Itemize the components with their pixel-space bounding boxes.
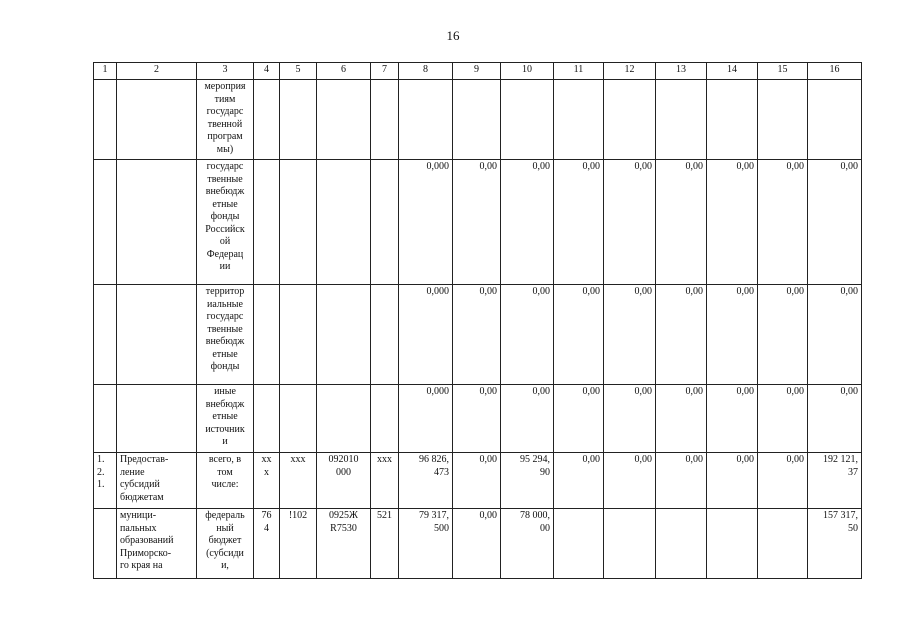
value-cell: 157 317, 50 xyxy=(808,509,862,579)
value-cell: 0,00 xyxy=(656,385,707,453)
column-header: 8 xyxy=(399,63,453,80)
row-title-cell: муници- пальных образований Приморско- го края на xyxy=(117,509,197,579)
value-cell: 0,00 xyxy=(808,160,862,285)
table-row xyxy=(94,80,862,160)
table-row xyxy=(94,385,862,453)
value-cell: 0,00 xyxy=(758,453,808,509)
value-cell: 0,000 xyxy=(399,385,453,453)
row-title-cell xyxy=(117,80,197,160)
value-cell: 79 317, 500 xyxy=(399,509,453,579)
value-cell xyxy=(604,509,656,579)
value-cell: 0,00 xyxy=(604,285,656,385)
value-cell: 0,00 xyxy=(808,385,862,453)
funding-source-cell: территор иальные государс твенные внебюдж етные фонды xyxy=(197,285,254,385)
column-header: 4 xyxy=(254,63,280,80)
table-row xyxy=(94,509,862,579)
funding-source-cell: федераль ный бюджет (субсиди и, xyxy=(197,509,254,579)
code-cell xyxy=(317,80,371,160)
code-cell: 0925Ж R7530 xyxy=(317,509,371,579)
value-cell xyxy=(707,509,758,579)
value-cell xyxy=(808,80,862,160)
code-cell: хх х xyxy=(254,453,280,509)
row-number-cell: 1. 2. 1. xyxy=(94,453,117,509)
code-cell xyxy=(280,285,317,385)
value-cell xyxy=(656,80,707,160)
table-row xyxy=(94,453,862,509)
column-header: 15 xyxy=(758,63,808,80)
value-cell: 0,000 xyxy=(399,160,453,285)
column-header: 14 xyxy=(707,63,758,80)
row-title-cell xyxy=(117,160,197,285)
code-cell xyxy=(371,80,399,160)
column-header: 6 xyxy=(317,63,371,80)
value-cell: 0,00 xyxy=(453,385,501,453)
value-cell xyxy=(758,509,808,579)
row-number-cell xyxy=(94,285,117,385)
code-cell xyxy=(254,385,280,453)
value-cell: 0,00 xyxy=(554,160,604,285)
code-cell: ххх xyxy=(371,453,399,509)
code-cell xyxy=(371,385,399,453)
value-cell xyxy=(554,509,604,579)
code-cell: 521 xyxy=(371,509,399,579)
funding-source-cell: всего, в том числе: xyxy=(197,453,254,509)
code-cell xyxy=(317,385,371,453)
value-cell: 0,00 xyxy=(808,285,862,385)
column-header: 16 xyxy=(808,63,862,80)
value-cell: 0,00 xyxy=(656,285,707,385)
value-cell: 0,00 xyxy=(707,385,758,453)
row-title-cell xyxy=(117,285,197,385)
funding-source-cell: мероприя тиям государс твенной програм мы) xyxy=(197,80,254,160)
column-header: 5 xyxy=(280,63,317,80)
value-cell: 0,00 xyxy=(758,285,808,385)
value-cell: 0,00 xyxy=(501,285,554,385)
value-cell: 0,00 xyxy=(707,453,758,509)
row-title-cell: Предостав- ление субсидий бюджетам xyxy=(117,453,197,509)
code-cell xyxy=(371,160,399,285)
row-number-cell xyxy=(94,385,117,453)
code-cell xyxy=(280,160,317,285)
funding-source-cell: иные внебюдж етные источник и xyxy=(197,385,254,453)
value-cell: 0,00 xyxy=(604,160,656,285)
code-cell xyxy=(317,160,371,285)
code-cell xyxy=(254,160,280,285)
value-cell: 0,00 xyxy=(453,160,501,285)
column-header: 11 xyxy=(554,63,604,80)
code-cell: ххх xyxy=(280,453,317,509)
value-cell xyxy=(656,509,707,579)
code-cell xyxy=(371,285,399,385)
row-number-cell xyxy=(94,509,117,579)
table-row xyxy=(94,160,862,285)
column-header: 13 xyxy=(656,63,707,80)
value-cell xyxy=(604,80,656,160)
value-cell: 0,000 xyxy=(399,285,453,385)
table-row xyxy=(94,285,862,385)
column-header: 9 xyxy=(453,63,501,80)
value-cell: 0,00 xyxy=(604,453,656,509)
value-cell xyxy=(501,80,554,160)
code-cell xyxy=(254,285,280,385)
column-header: 7 xyxy=(371,63,399,80)
value-cell xyxy=(554,80,604,160)
value-cell: 95 294, 90 xyxy=(501,453,554,509)
value-cell: 0,00 xyxy=(501,160,554,285)
value-cell: 96 826, 473 xyxy=(399,453,453,509)
code-cell xyxy=(280,385,317,453)
row-number-cell xyxy=(94,80,117,160)
column-header: 10 xyxy=(501,63,554,80)
code-cell xyxy=(280,80,317,160)
value-cell: 0,00 xyxy=(501,385,554,453)
value-cell: 0,00 xyxy=(758,160,808,285)
column-header: 12 xyxy=(604,63,656,80)
value-cell xyxy=(453,80,501,160)
value-cell: 0,00 xyxy=(707,160,758,285)
header-row xyxy=(94,63,862,80)
value-cell: 192 121, 37 xyxy=(808,453,862,509)
page-number: 16 xyxy=(446,28,460,43)
value-cell: 78 000, 00 xyxy=(501,509,554,579)
value-cell: 0,00 xyxy=(554,285,604,385)
budget-table xyxy=(93,62,862,579)
value-cell xyxy=(707,80,758,160)
value-cell xyxy=(399,80,453,160)
code-cell: 092010 000 xyxy=(317,453,371,509)
column-header: 3 xyxy=(197,63,254,80)
code-cell xyxy=(254,80,280,160)
value-cell: 0,00 xyxy=(656,160,707,285)
row-title-cell xyxy=(117,385,197,453)
value-cell: 0,00 xyxy=(554,453,604,509)
value-cell: 0,00 xyxy=(604,385,656,453)
code-cell: !102 xyxy=(280,509,317,579)
funding-source-cell: государс твенные внебюдж етные фонды Российск ой Федерац ии xyxy=(197,160,254,285)
column-header: 1 xyxy=(94,63,117,80)
code-cell xyxy=(317,285,371,385)
value-cell: 0,00 xyxy=(453,453,501,509)
column-header: 2 xyxy=(117,63,197,80)
value-cell: 0,00 xyxy=(453,285,501,385)
code-cell: 76 4 xyxy=(254,509,280,579)
value-cell: 0,00 xyxy=(707,285,758,385)
value-cell: 0,00 xyxy=(758,385,808,453)
value-cell xyxy=(758,80,808,160)
row-number-cell xyxy=(94,160,117,285)
value-cell: 0,00 xyxy=(554,385,604,453)
value-cell: 0,00 xyxy=(453,509,501,579)
value-cell: 0,00 xyxy=(656,453,707,509)
